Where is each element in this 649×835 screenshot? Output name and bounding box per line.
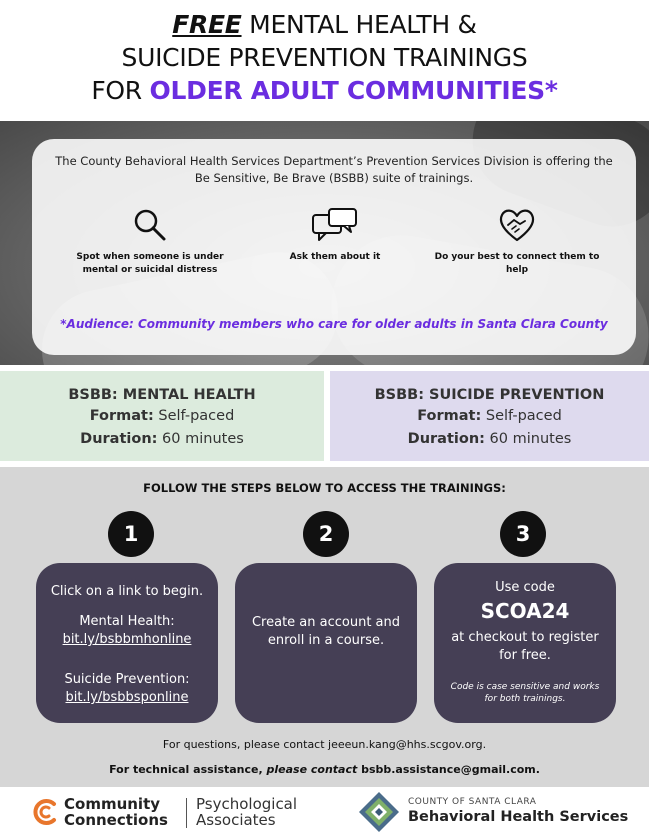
training-title: BSBB: MENTAL HEALTH: [68, 387, 256, 403]
promo-code: SCOA24: [480, 599, 570, 623]
steps-heading: FOLLOW THE STEPS BELOW TO ACCESS THE TRAININGS:: [143, 481, 506, 495]
duration-label: Duration:: [80, 431, 158, 447]
tech-prefix: For technical assistance,: [109, 763, 267, 776]
format-value: Self-paced: [481, 408, 562, 424]
suicide-prevention-label: Suicide Prevention:: [64, 672, 190, 687]
technical-contact: [0, 763, 649, 776]
tech-email: bsbb.assistance@gmail.com.: [357, 763, 540, 776]
step-3-box: [434, 563, 616, 723]
step-number: 1: [108, 511, 154, 557]
title-accent: OLDER ADULT COMMUNITIES*: [149, 76, 558, 105]
intro-card: [32, 139, 636, 355]
cc-line-1: Community: [64, 795, 161, 813]
mental-health-link[interactable]: bit.ly/bsbbmhonline: [62, 632, 192, 647]
psy-line-2: Associates: [196, 811, 276, 829]
handshake-heart-icon: [498, 207, 536, 243]
duration-value: 60 minutes: [484, 431, 572, 447]
step-2-box: [235, 563, 417, 723]
community-connections-logo-icon: [30, 797, 60, 827]
logo-divider: [186, 798, 187, 828]
format-value: Self-paced: [153, 408, 235, 424]
psy-line-1: Psychological: [196, 795, 298, 813]
suicide-prevention-link[interactable]: bit.ly/bsbbsponline: [65, 690, 189, 705]
step-1-box: [36, 563, 218, 723]
format-label: Format:: [417, 408, 482, 424]
step-ask: [250, 207, 420, 264]
training-suicide-prevention: [330, 371, 649, 461]
mental-health-label: Mental Health:: [79, 614, 175, 629]
code-note: Code is case sensitive and works for both trainings.: [450, 682, 600, 704]
title-free: FREE: [172, 10, 242, 39]
title-line-2: SUICIDE PREVENTION TRAININGS: [121, 43, 528, 72]
poster-header: [0, 8, 649, 107]
step-3-use: Use code: [495, 580, 555, 595]
hero-photo: [0, 121, 649, 365]
questions-contact: For questions, please contact jeeeun.kang@hhs.scgov.org.: [162, 738, 487, 751]
training-format: [330, 405, 649, 428]
training-format: [0, 405, 324, 428]
step-spot: [65, 207, 235, 277]
duration-label: Duration:: [407, 431, 485, 447]
training-title: BSBB: SUICIDE PREVENTION: [374, 387, 605, 403]
title-line-3-prefix: FOR: [91, 76, 150, 105]
training-mental-health: [0, 371, 324, 461]
county-name: COUNTY OF SANTA CLARA: [408, 797, 537, 807]
department-name: Behavioral Health Services: [408, 809, 629, 825]
step-caption: Spot when someone is under mental or suicidal distress: [76, 252, 224, 275]
format-label: Format:: [89, 408, 154, 424]
step-number: 3: [500, 511, 546, 557]
access-steps-section: [0, 467, 649, 787]
title-line-1-rest: MENTAL HEALTH &: [241, 10, 477, 39]
title-line-1: [0, 8, 649, 41]
training-duration: [0, 428, 324, 451]
psychological-associates-name: [196, 796, 297, 828]
step-connect: [432, 207, 602, 277]
duration-value: 60 minutes: [157, 431, 244, 447]
step-caption: Do your best to connect them to help: [434, 252, 600, 275]
step-1-intro: Click on a link to begin.: [50, 584, 204, 599]
step-3-rest: at checkout to register for free.: [451, 630, 599, 663]
santa-clara-county-logo-icon: [358, 791, 400, 833]
step-caption: Ask them about it: [289, 252, 381, 262]
intro-text: The County Behavioral Health Services Department’s Prevention Services Division is offering the Be Sensitive, Be Brave (BSBB) suite of trainings.: [55, 154, 613, 185]
training-duration: [330, 428, 649, 451]
cc-line-2: Connections: [64, 811, 168, 829]
audience-note: *Audience: Community members who care for older adults in Santa Clara County: [60, 317, 608, 331]
step-2-text: Create an account and enroll in a course.: [251, 615, 401, 648]
tech-italic: please contact: [266, 763, 358, 776]
footer-logos: [0, 787, 649, 835]
magnifier-icon: [132, 207, 168, 243]
step-number: 2: [303, 511, 349, 557]
community-connections-name: [64, 796, 168, 828]
speech-bubbles-icon: [311, 207, 359, 243]
title-line-3: [0, 74, 649, 107]
